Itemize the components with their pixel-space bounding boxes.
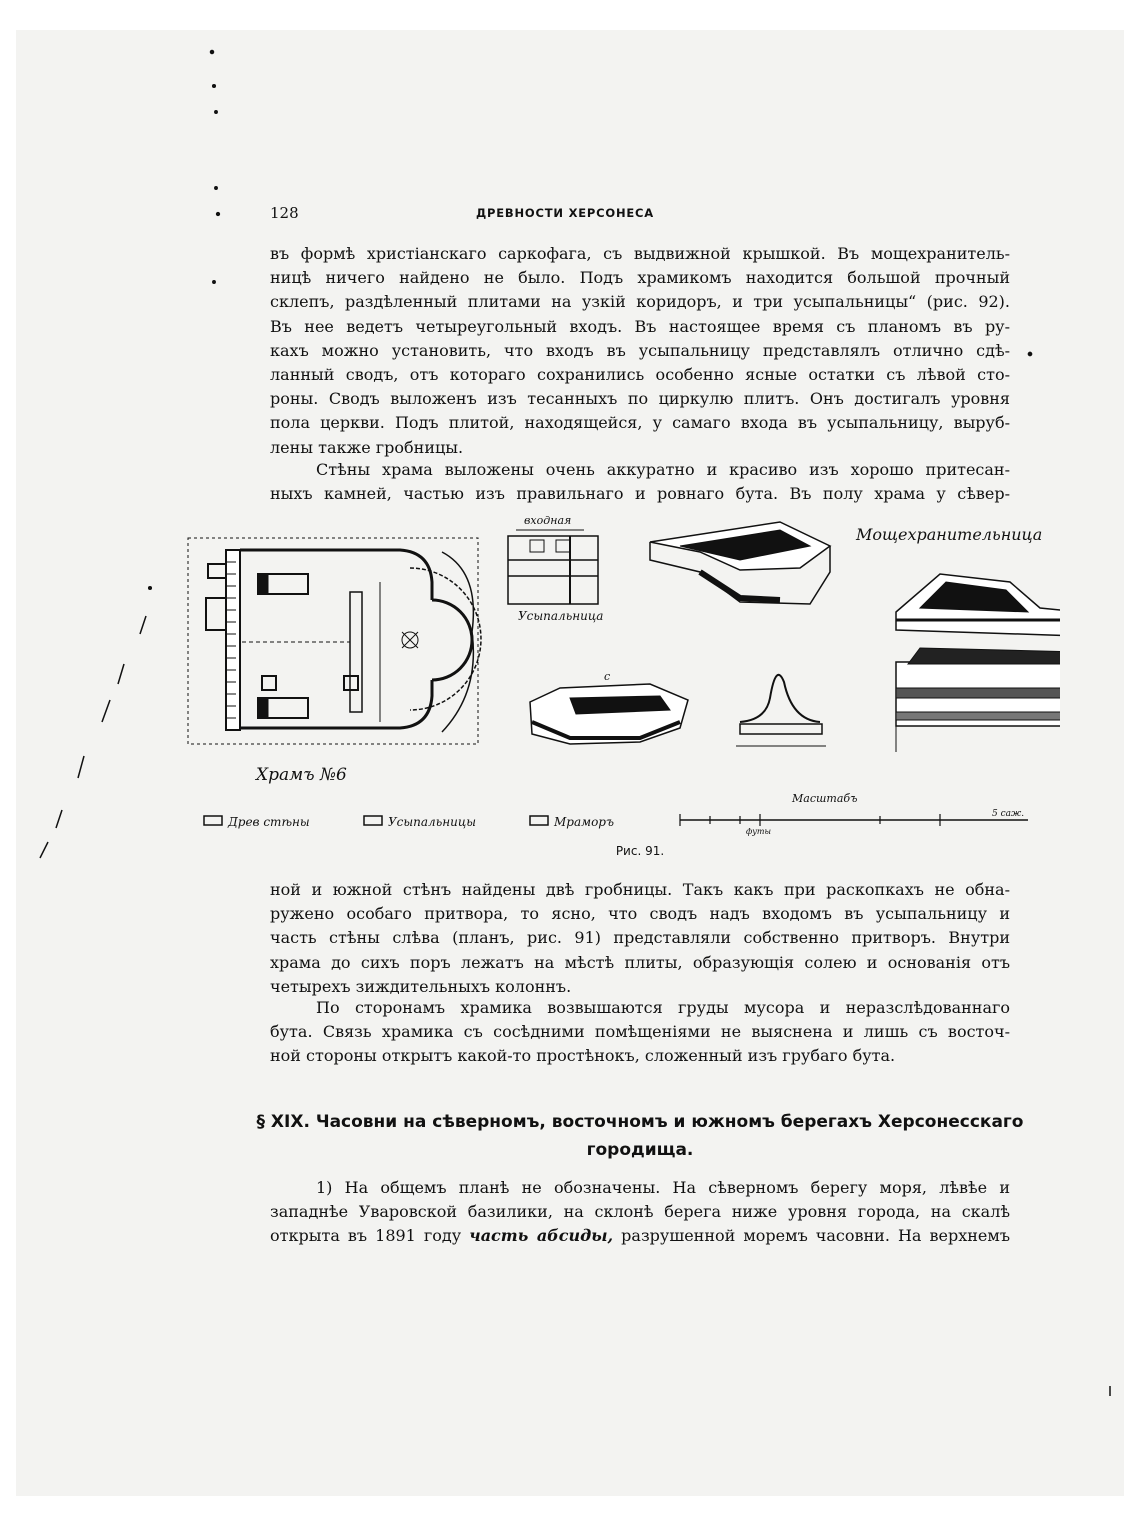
text-line: ной стороны открытъ какой-то простѣнокъ, сложенный изъ грубаго бута. bbox=[270, 1046, 896, 1066]
emphasis-text: часть абсиды, bbox=[469, 1226, 614, 1246]
text-line: ныхъ камней, частью изъ правильнаго и ровнаго бута. Въ полу храма у сѣвер- bbox=[270, 484, 1010, 504]
section-heading-line: § XIX. Часовни на сѣверномъ, восточномъ и южномъ берегахъ Херсонесскаго bbox=[256, 1112, 1024, 1132]
text-line: пола церкви. Подъ плитой, находящейся, у самаго входа въ усыпальницу, выруб- bbox=[270, 413, 1010, 433]
text-line: роны. Сводъ выложенъ изъ тесанныхъ по циркулю плитъ. Онъ достигалъ уровня bbox=[270, 389, 1010, 409]
text-line: бута. Связь храмика съ сосѣдними помѣщеніями не выяснена и лишь съ восточ- bbox=[270, 1022, 1010, 1042]
label-moshchehranitelnitsa: Мощехранительница bbox=[856, 525, 1043, 544]
plan-label: Храмъ №6 bbox=[256, 765, 347, 785]
text-line: въ формѣ христіанскаго саркофага, съ выдвижной крышкой. Въ мощехранитель- bbox=[270, 244, 1010, 263]
text-line: ружено особаго притвора, то ясно, что сводъ надъ входомъ въ усыпальницу и bbox=[270, 904, 1010, 924]
text-line: Въ нее ведетъ четыреугольный входъ. Въ настоящее время съ планомъ въ ру- bbox=[270, 316, 1010, 336]
text-line-content: разрушенной моремъ часовни. На верхнемъ bbox=[621, 1226, 1011, 1246]
text-line: четырехъ зиждительныхъ колоннъ. bbox=[270, 976, 572, 996]
text-line: ницѣ ничего найдено не было. Подъ храмикомъ находится большой прочный bbox=[270, 268, 1010, 288]
legend-item: Мраморъ bbox=[554, 815, 614, 829]
svg-text:c: c bbox=[604, 670, 611, 683]
legend-item: Древ стѣны bbox=[228, 815, 310, 829]
text-line: ланный сводъ, отъ котораго сохранились особенно ясные остатки съ лѣвой сто- bbox=[270, 365, 1010, 385]
label-usypalnitsa: Усыпальница bbox=[518, 609, 604, 623]
running-title: ДРЕВНОСТИ ХЕРСОНЕСА bbox=[476, 206, 654, 220]
text-line-content: открыта въ 1891 году bbox=[270, 1226, 462, 1246]
legend-item: Усыпальницы bbox=[388, 815, 477, 829]
text-line: ной и южной стѣнъ найдены двѣ гробницы. Такъ какъ при раскопкахъ не обна- bbox=[270, 880, 1010, 899]
page-number: 128 bbox=[270, 204, 299, 222]
section-heading-line: городища. bbox=[586, 1140, 694, 1160]
scale-end-label: 5 саж. bbox=[992, 809, 1025, 819]
text-line: храма до сихъ поръ лежатъ на мѣстѣ плиты, образующія солею и основанія отъ bbox=[270, 952, 1010, 972]
label-masshtab: Масштабъ bbox=[792, 792, 858, 805]
text-line: часть стѣны слѣва (планъ, рис. 91) представляли собственно притворъ. Внутри bbox=[270, 928, 1010, 948]
text-line: кахъ можно установить, что входъ въ усыпальницу представлялъ отлично сдѣ- bbox=[270, 340, 1010, 360]
text-line: склепъ, раздѣленный плитами на узкій коридоръ, и три усыпальницы“ (рис. 92). bbox=[270, 292, 1010, 312]
label-vhodnaya: входная bbox=[524, 514, 572, 527]
scale-sub-label: футы bbox=[746, 827, 772, 836]
text-line-content: Стѣны храма выложены очень аккуратно и красиво изъ хорошо притесан- bbox=[316, 460, 1010, 479]
text-line-content: 1) На общемъ планѣ не обозначены. На сѣверномъ берегу моря, лѣвѣе и bbox=[316, 1178, 1010, 1197]
text-line: лены также гробницы. bbox=[270, 437, 464, 457]
text-line: западнѣе Уваровской базилики, на склонѣ берега ниже уровня города, на скалѣ bbox=[270, 1202, 1010, 1222]
figure-caption: Рис. 91. bbox=[615, 844, 665, 858]
text-line-content: По сторонамъ храмика возвышаются груды мусора и неразслѣдованнаго bbox=[316, 998, 1010, 1017]
